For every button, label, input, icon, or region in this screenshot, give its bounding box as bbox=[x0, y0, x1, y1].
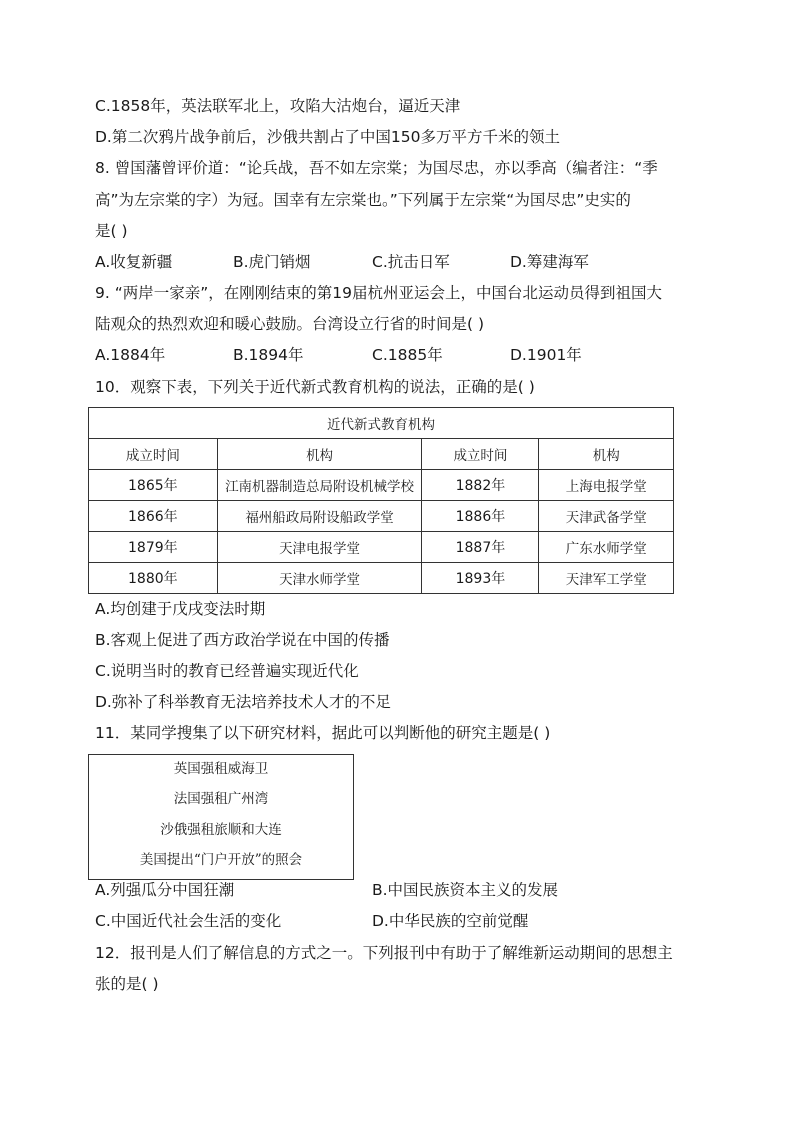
q9-option-b: B.1894年 bbox=[233, 346, 304, 364]
q11-option-c: C.中国近代社会生活的变化 bbox=[95, 912, 282, 930]
q7-option-c: C.1858年，英法联军北上，攻陷大沽炮台，逼近天津 bbox=[95, 97, 461, 115]
table-cell: 天津武备学堂 bbox=[539, 501, 674, 532]
table-cell: 1879年 bbox=[89, 532, 218, 563]
table-title-row bbox=[89, 408, 674, 439]
table-cell: 1893年 bbox=[422, 563, 539, 594]
q11-stem: 11．某同学搜集了以下研究材料，据此可以判断他的研究主题是( ) bbox=[95, 724, 551, 742]
q11-option-b: B.中国民族资本主义的发展 bbox=[372, 881, 559, 899]
q8-option-c: C.抗击日军 bbox=[372, 253, 450, 271]
q8-option-b: B.虎门销烟 bbox=[233, 253, 311, 271]
q8-stem-line-2: 高”为左宗棠的字）为冠。国幸有左宗棠也。”下列属于左宗棠“为国尽忠”史实的 bbox=[95, 191, 631, 209]
table-cell: 江南机器制造总局附设机械学校 bbox=[217, 470, 422, 501]
q12-stem-line-1: 12．报刊是人们了解信息的方式之一。下列报刊中有助于了解维新运动期间的思想主 bbox=[95, 944, 673, 962]
q9-option-a: A.1884年 bbox=[95, 346, 166, 364]
q8-stem-line-1: 8. 曾国藩曾评价道：“论兵战，吾不如左宗棠；为国尽忠，亦以季高（编者注：“季 bbox=[95, 159, 658, 177]
table-cell: 福州船政局附设船政学堂 bbox=[217, 501, 422, 532]
table-header: 成立时间 bbox=[89, 439, 218, 470]
q12-stem-line-2: 张的是( ) bbox=[95, 975, 159, 993]
q11-option-d: D.中华民族的空前觉醒 bbox=[372, 912, 529, 930]
table-header: 机构 bbox=[217, 439, 422, 470]
table-row bbox=[89, 470, 674, 501]
q9-option-d: D.1901年 bbox=[510, 346, 582, 364]
table-cell: 1886年 bbox=[422, 501, 539, 532]
table-header: 机构 bbox=[539, 439, 674, 470]
research-material-box bbox=[88, 754, 354, 880]
table-cell: 天津电报学堂 bbox=[217, 532, 422, 563]
table-cell: 天津水师学堂 bbox=[217, 563, 422, 594]
table-header-row bbox=[89, 439, 674, 470]
q8-option-a: A.收复新疆 bbox=[95, 253, 173, 271]
q7-option-d: D.第二次鸦片战争前后，沙俄共割占了中国150多万平方千米的领土 bbox=[95, 128, 560, 146]
material-line: 英国强租威海卫 bbox=[173, 761, 269, 777]
table-title: 近代新式教育机构 bbox=[89, 408, 674, 439]
table-cell: 1882年 bbox=[422, 470, 539, 501]
q9-option-c: C.1885年 bbox=[372, 346, 443, 364]
q10-stem: 10．观察下表，下列关于近代新式教育机构的说法，正确的是( ) bbox=[95, 378, 535, 396]
table-cell: 天津军工学堂 bbox=[539, 563, 674, 594]
table-cell: 1880年 bbox=[89, 563, 218, 594]
q10-option-b: B.客观上促进了西方政治学说在中国的传播 bbox=[95, 631, 390, 649]
table-cell: 1887年 bbox=[422, 532, 539, 563]
table-cell: 1866年 bbox=[89, 501, 218, 532]
table-cell: 广东水师学堂 bbox=[539, 532, 674, 563]
table-row bbox=[89, 563, 674, 594]
q10-option-d: D.弥补了科举教育无法培养技术人才的不足 bbox=[95, 693, 391, 711]
table-cell: 1865年 bbox=[89, 470, 218, 501]
q9-stem-line-1: 9. “两岸一家亲”，在刚刚结束的第19届杭州亚运会上，中国台北运动员得到祖国大 bbox=[95, 284, 663, 302]
q11-option-a: A.列强瓜分中国狂潮 bbox=[95, 881, 235, 899]
q9-stem-line-2: 陆观众的热烈欢迎和暖心鼓励。台湾设立行省的时间是( ) bbox=[95, 315, 485, 333]
q8-stem-line-3: 是( ) bbox=[95, 222, 128, 240]
table-row bbox=[89, 501, 674, 532]
q8-option-d: D.筹建海军 bbox=[510, 253, 589, 271]
table-header: 成立时间 bbox=[422, 439, 539, 470]
table-row bbox=[89, 532, 674, 563]
q10-option-c: C.说明当时的教育已经普遍实现近代化 bbox=[95, 662, 359, 680]
education-institutions-table bbox=[88, 407, 674, 594]
material-line: 美国提出“门户开放”的照会 bbox=[139, 852, 303, 868]
material-line: 沙俄强租旅顺和大连 bbox=[160, 822, 282, 838]
q10-option-a: A.均创建于戊戌变法时期 bbox=[95, 600, 266, 618]
material-line: 法国强租广州湾 bbox=[173, 791, 269, 807]
table-cell: 上海电报学堂 bbox=[539, 470, 674, 501]
